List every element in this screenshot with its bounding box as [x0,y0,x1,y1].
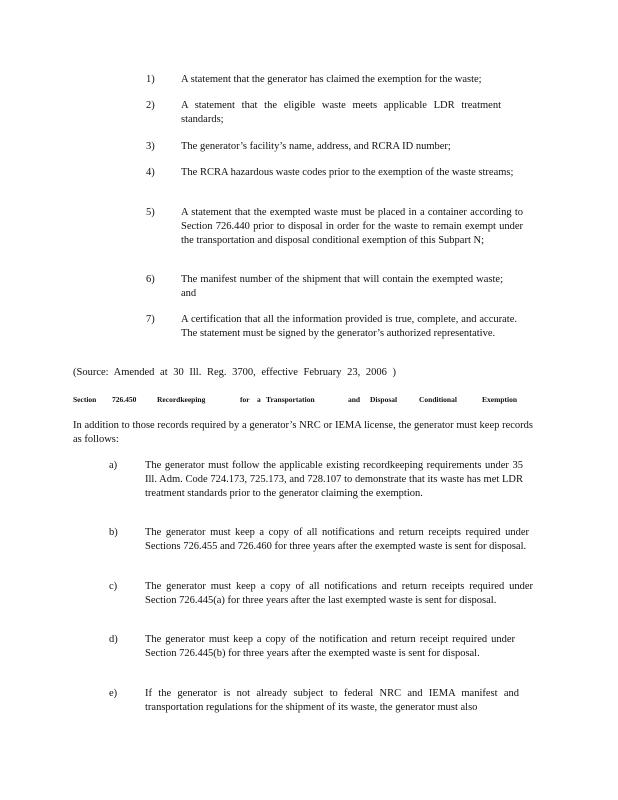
source-note: (Source: Amended at 30 Ill. Reg. 3700, effective February 23, 2006 ) [73,367,396,378]
section-heading-word: a [257,395,261,404]
section-heading-word: Exemption [482,395,518,404]
section-heading-word: and [348,395,361,404]
item-2-text: A statement that the eligible waste meets applicable LDR treatment standards; [181,100,501,125]
item-5-number: 5) [146,207,155,218]
section-heading [0,395,618,407]
section-heading-word: Section [73,395,97,404]
section-heading-word: for [240,395,250,404]
section-heading-word: 726.450 [112,395,137,404]
item-d-text: The generator must keep a copy of the notification and return receipt required under Section 726.445(b) for three years after the exempted waste is sent for disposal. [145,634,515,659]
item-3-text: The generator’s facility’s name, address, and RCRA ID number; [181,141,451,152]
section-heading-word: Recordkeeping [157,395,206,404]
section-heading-word: Transportation [266,395,315,404]
item-4-text: The RCRA hazardous waste codes prior to the exemption of the waste streams; [181,167,514,178]
item-1-text: A statement that the generator has claimed the exemption for the waste; [181,74,482,85]
item-5-text: A statement that the exempted waste must be placed in a container according to Section 726.440 prior to disposal in order for the waste to remain exempt under the transportation and disposal conditional exemption of this Subpart N; [181,207,523,246]
section-heading-word: Conditional [419,395,457,404]
item-2-number: 2) [146,100,155,111]
item-c-letter: c) [109,581,118,592]
intro-paragraph: In addition to those records required by a generator’s NRC or IEMA license, the generator must keep records as follows: [73,420,533,445]
item-7-number: 7) [146,314,155,325]
item-b-text: The generator must keep a copy of all notifications and return receipts required under Sections 726.455 and 726.460 for three years after the exempted waste is sent for disposal. [145,527,529,552]
item-c-text: The generator must keep a copy of all notifications and return receipts required under Section 726.445(a) for three years after the last exempted waste is sent for disposal. [145,581,533,606]
item-e-text: If the generator is not already subject to federal NRC and IEMA manifest and transportation regulations for the shipment of its waste, the generator must also [145,688,519,713]
item-d-letter: d) [109,634,118,645]
section-heading-word: Disposal [370,395,398,404]
item-a-text: The generator must follow the applicable existing recordkeeping requirements under 35 Ill. Adm. Code 724.173, 725.173, and 728.107 to demonstrate that its waste has met LDR treatment standards prior to the generator claiming the exemption. [145,460,523,499]
item-3-number: 3) [146,141,155,152]
item-4-number: 4) [146,167,155,178]
item-e-letter: e) [109,688,118,699]
item-b-letter: b) [109,527,118,538]
item-6-number: 6) [146,274,155,285]
item-7-text: A certification that all the information provided is true, complete, and accurate. The statement must be signed by the generator’s authorized representative. [181,314,517,339]
item-6-text: The manifest number of the shipment that will contain the exempted waste; and [181,274,503,299]
item-a-letter: a) [109,460,118,471]
item-1-number: 1) [146,74,155,85]
